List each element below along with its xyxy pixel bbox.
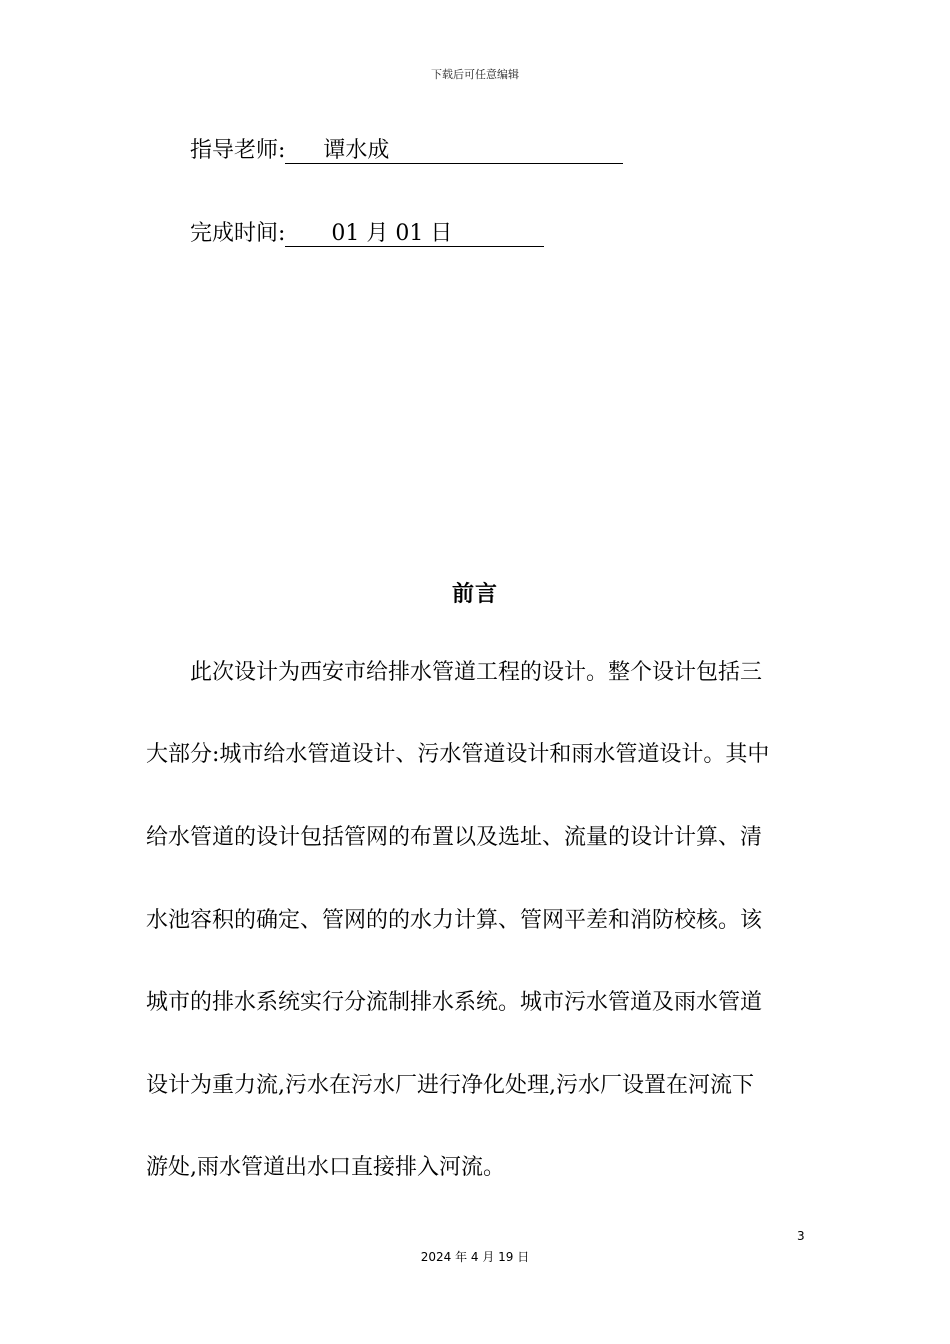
- completion-date-label: 完成时间:: [190, 221, 286, 246]
- preface-line: 城市的排水系统实行分流制排水系统。城市污水管道及雨水管道: [146, 990, 763, 1015]
- preface-line: 给水管道的设计包括管网的布置以及选址、流量的设计计算、清: [146, 825, 763, 850]
- page-number: 3: [797, 1229, 805, 1243]
- preface-line: 游处,雨水管道出水口直接排入河流。: [146, 1155, 505, 1180]
- completion-date-field: [190, 221, 544, 247]
- preface-line: 设计为重力流,污水在污水厂进行净化处理,污水厂设置在河流下: [146, 1073, 754, 1098]
- footer-date: 2024 年 4 月 19 日: [420, 1250, 530, 1264]
- preface-line: 此次设计为西安市给排水管道工程的设计。整个设计包括三: [190, 660, 763, 685]
- advisor-value: 谭水成: [285, 138, 623, 164]
- advisor-label: 指导老师:: [190, 138, 286, 163]
- preface-line: 大部分:城市给水管道设计、污水管道设计和雨水管道设计。其中: [146, 742, 770, 767]
- completion-date-value: 01 月 01 日: [285, 221, 544, 247]
- preface-title: 前言: [451, 581, 498, 607]
- preface-line: 水池容积的确定、管网的的水力计算、管网平差和消防校核。该: [146, 908, 763, 933]
- header-note: 下载后可任意编辑: [431, 68, 519, 81]
- advisor-field: [190, 138, 623, 164]
